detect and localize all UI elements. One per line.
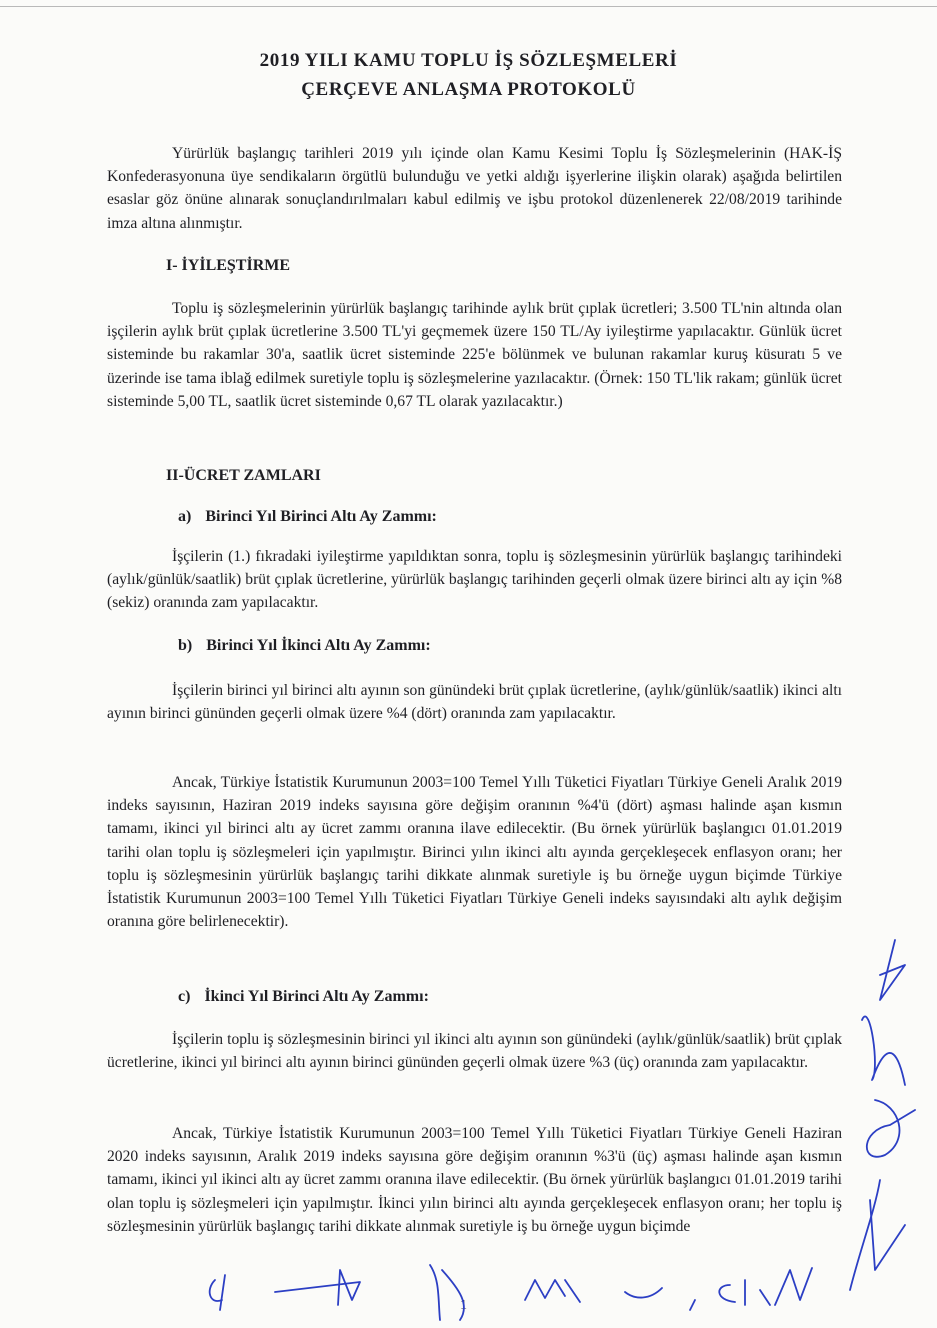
subsection-a-paragraph: İşçilerin (1.) fıkradaki iyileştirme yapıldıktan sonra, toplu iş sözleşmesinin yürürlük başlangıç tarihindeki (aylık/günlük/saatlik) brüt çıplak ücretlerine, yürürlük başlangıç tarihinden geçerli olmak üzere birinci altı ay için %8 (sekiz) oranında zam yapılacaktır. xyxy=(107,548,842,612)
subsection-c-marker: c) xyxy=(178,988,191,1005)
subsection-c-paragraph-1: İşçilerin toplu iş sözleşmesinin birinci yıl ikinci altı ayının son günündeki (aylık/günlük/saatlik) brüt çıplak ücretlerine, ikinci yıl birinci altı ayının birinci gününden geçerli olmak üzere %3 (üç) oranında zam yapılacaktır. xyxy=(107,1031,842,1072)
subsection-b-paragraph-1: İşçilerin birinci yıl birinci altı ayının son günündeki brüt çıplak ücretlerine, (aylık/günlük/saatlik) ikinci altı ayının birinci gününden geçerli olmak üzere %4 (dört) oranında zam yapılacaktır. xyxy=(107,682,842,723)
subsection-b-paragraph-2: Ancak, Türkiye İstatistik Kurumunun 2003=100 Temel Yıllı Tüketici Fiyatları Türkiye Geneli Aralık 2019 indeks sayısının, Haziran 2019 indeks sayısına göre değişim oranının %4'ü (dört) aşması halinde aşan kısmın tamamı, ikinci yıl birinci altı ay ücret zammı oranına ilave edilecektir. (Bu örnek yürürlük başlangıcı 01.01.2019 tarihi olan toplu iş sözleşmeleri için yapılmıştır. Birinci yılın ikinci altı ayında gerçekleşecek enflasyon oranı; her toplu iş sözleşmesinin yürürlük başlangıç tarihi dikkate alınmak suretiyle iş bu örneğe uygun biçimde Türkiye İstatistik Kurumunun 2003=100 Temel Yıllı Tüketici Fiyatları Türkiye Geneli indeks sayısındaki altı aylık değişim oranına göre belirlenecektir). xyxy=(107,774,842,931)
section-2-heading: II-ÜCRET ZAMLARI xyxy=(166,467,321,484)
subsection-c-heading xyxy=(178,988,429,1006)
section-1-heading: I- İYİLEŞTİRME xyxy=(166,257,291,274)
subsection-b-heading xyxy=(178,637,431,655)
page-number: 1 xyxy=(460,1298,467,1313)
margin-initials xyxy=(850,940,915,1290)
top-edge-line xyxy=(0,6,937,7)
document-title-line-2: ÇERÇEVE ANLAŞMA PROTOKOLÜ xyxy=(301,79,636,100)
document-title-line-1: 2019 YILI KAMU TOPLU İŞ SÖZLEŞMELERİ xyxy=(259,50,678,71)
subsection-b-title: Birinci Yıl İkinci Altı Ay Zammı: xyxy=(206,637,431,654)
initials-text: MK xyxy=(531,1292,553,1308)
bottom-signatures xyxy=(210,1265,812,1320)
subsection-a-marker: a) xyxy=(178,508,192,525)
section-1-paragraph: Toplu iş sözleşmelerinin yürürlük başlangıç tarihinde aylık brüt çıplak ücretleri; 3.500 TL'nin altında olan işçilerin aylık brüt çıplak ücretlerine 3.500 TL'yi geçmemek üzere 150 TL/Ay iyileştirme yapılacaktır. Günlük ücret sisteminde bu rakamlar 30'a, saatlik ücret sisteminde 225'e bölünmek ve bulunan rakamlar kuruş küsuratı 5 ve üzerinde ise tama iblağ edilmek suretiyle toplu iş sözleşmelerine yazılacaktır. (Örnek: 150 TL'lik rakam; günlük ücret sisteminde 5,00 TL, saatlik ücret sisteminde 0,67 TL olarak yazılacaktır.) xyxy=(107,300,842,410)
subsection-a-heading xyxy=(178,508,437,526)
subsection-b-marker: b) xyxy=(178,637,193,654)
subsection-a-title: Birinci Yıl Birinci Altı Ay Zammı: xyxy=(205,508,437,525)
intro-paragraph: Yürürlük başlangıç tarihleri 2019 yılı içinde olan Kamu Kesimi Toplu İş Sözleşmelerinin (HAK-İŞ Konfederasyonuna üye sendikaların örgütlü bulunduğu ve yetki aldığı işyerlerine ilişkin olarak) aşağıda belirtilen esaslar göz önüne alınarak sonuçlandırılmaları kabul edilmiş ve işbu protokol düzenlenerek 22/08/2019 tarihinde imza altına alınmıştır. xyxy=(107,145,842,232)
subsection-c-title: İkinci Yıl Birinci Altı Ay Zammı: xyxy=(204,988,429,1005)
subsection-c-paragraph-2: Ancak, Türkiye İstatistik Kurumunun 2003=100 Temel Yıllı Tüketici Fiyatları Türkiye Geneli Haziran 2020 indeks sayısının, Aralık 2019 indeks sayısına göre değişim oranının %3'ü (üç) aşması halinde aşan kısmın tamamı, ikinci yıl ikinci altı ay ücret zammı oranına ilave edilecektir. (Bu örnek yürürlük başlangıcı 01.01.2019 tarihi olan toplu iş sözleşmeleri için yapılmıştır. İkinci yılın birinci altı ayında gerçekleşecek enflasyon oranı; her toplu iş sözleşmesinin yürürlük başlangıç tarihi dikkate alınmak suretiyle iş bu örneğe uygun biçimde xyxy=(107,1125,842,1235)
